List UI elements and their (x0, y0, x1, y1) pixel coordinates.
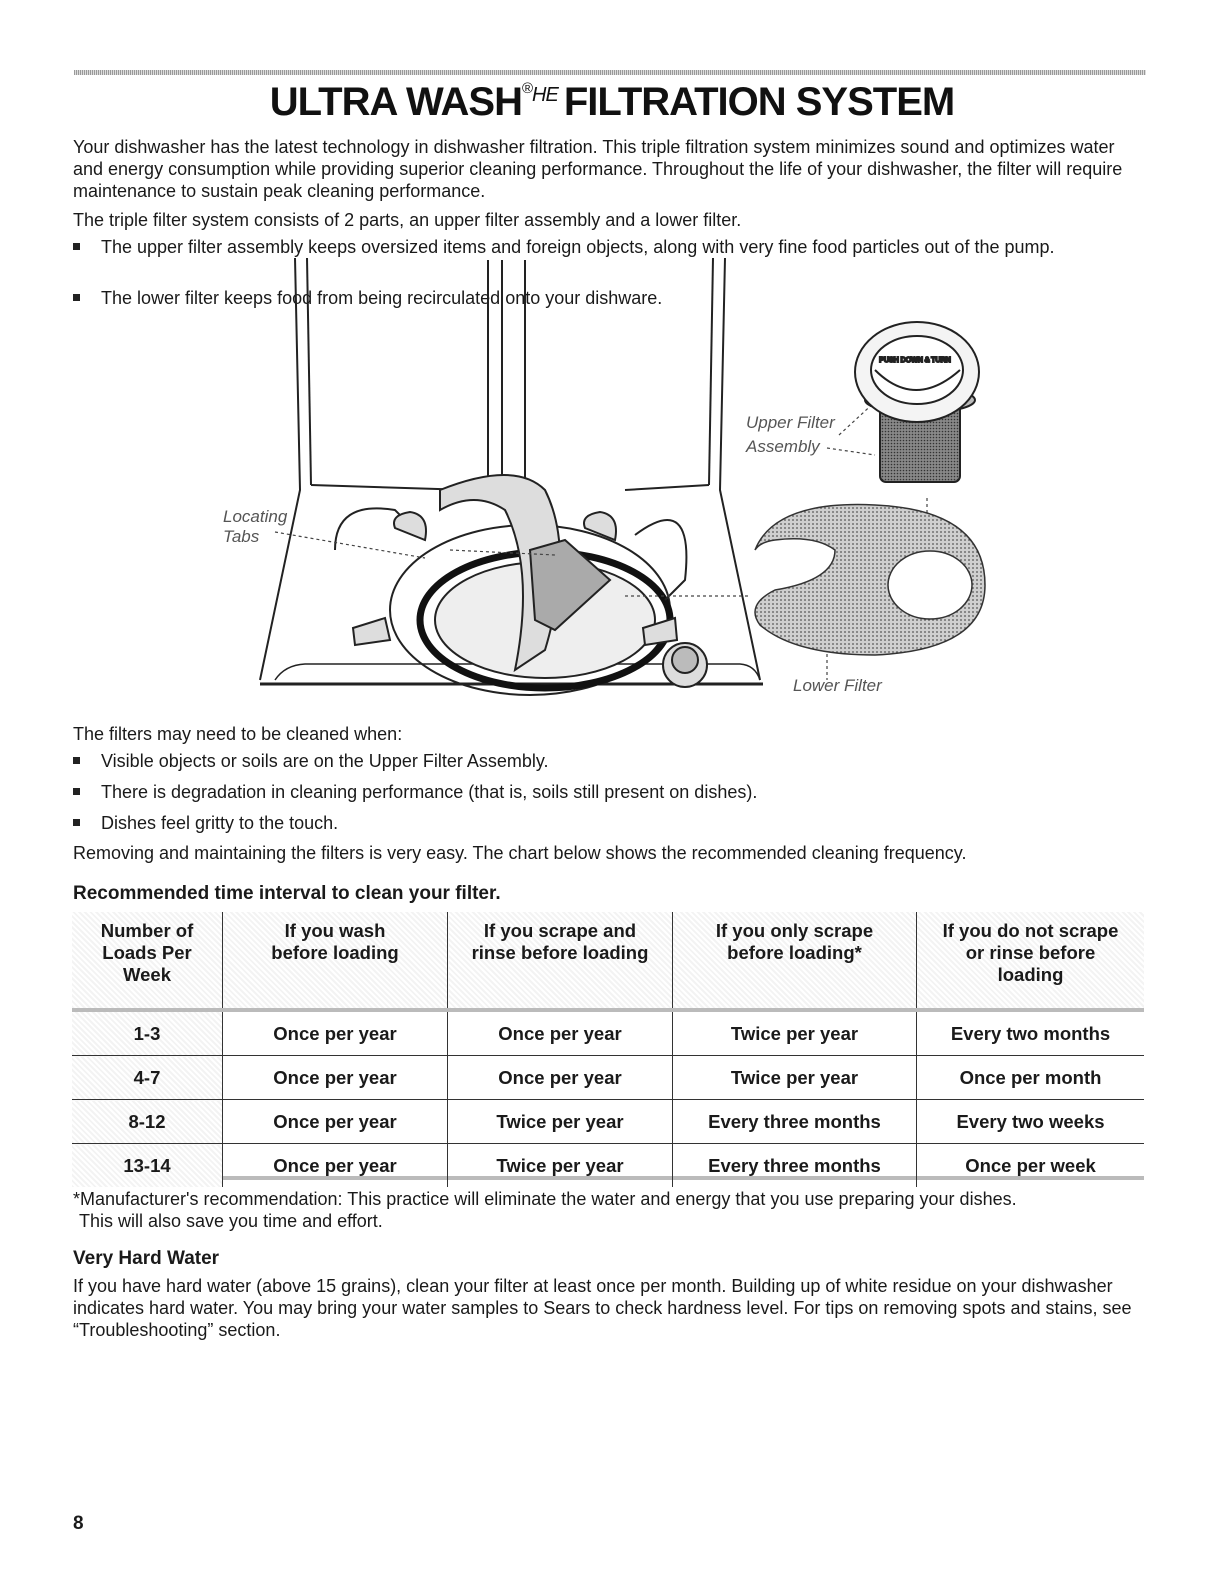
cleaning-intro: The filters may need to be cleaned when: (73, 724, 403, 744)
intro-parts-paragraph: The triple filter system consists of 2 parts, an upper filter assembly and a lower filter. (73, 210, 742, 230)
list-item: Visible objects or soils are on the Upper Filter Assembly. (73, 750, 1133, 772)
header-no-scrape-or-rinse: If you do not scrape or rinse before loading (917, 912, 1145, 1010)
bullet-icon (73, 294, 80, 301)
cleaning-frequency-table (72, 912, 1144, 1187)
table-row: 13-14 Once per year Twice per year Every three months Once per week (72, 1144, 1144, 1188)
table-heading: Recommended time interval to clean your filter. (73, 883, 501, 904)
header-scrape-and-rinse: If you scrape and rinse before loading (448, 912, 673, 1010)
assembly-label: Assembly (746, 437, 820, 456)
list-item: There is degradation in cleaning performance (that is, soils still present on dishes). (73, 781, 1133, 803)
lower-filter (755, 505, 985, 655)
table-footnote: *Manufacturer's recommendation: This practice will eliminate the water and energy that you use preparing your dishes. (73, 1189, 1017, 1209)
bullet-icon (73, 819, 80, 826)
spray-arm (335, 475, 707, 695)
page-number: 8 (73, 1513, 84, 1534)
list-item: The upper filter assembly keeps oversized items and foreign objects, along with very fine food particles out of the pump. (73, 236, 1133, 258)
upper-filter-assembly (855, 322, 979, 482)
table-footnote-cont: This will also save you time and effort. (79, 1211, 383, 1231)
lower-filter-label: Lower Filter (793, 676, 882, 695)
table-row: 8-12 Once per year Twice per year Every three months Every two weeks (72, 1100, 1144, 1144)
table-row: 1-3 Once per year Once per year Twice per year Every two months (72, 1010, 1144, 1056)
bullet-icon (73, 757, 80, 764)
header-loads-per-week: Number of Loads Per Week (72, 912, 223, 1010)
bullet-icon (73, 788, 80, 795)
table-header-row (72, 912, 1144, 1010)
tabs-label: Tabs (223, 527, 260, 546)
header-only-scrape: If you only scrape before loading* (673, 912, 917, 1010)
table-row: 4-7 Once per year Once per year Twice per year Once per month (72, 1056, 1144, 1100)
header-wash-before-loading: If you wash before loading (223, 912, 448, 1010)
page-title: ULTRA $WASH^{®HE}$ FILTRATION SYSTEM (269, 79, 955, 124)
hard-water-heading: Very Hard Water (73, 1248, 220, 1269)
intro-paragraph: Your dishwasher has the latest technology in dishwasher filtration. This triple filtration system minimizes sound and optimizes water and energy consumption while providing superior cleaning performance. Throughout the life of your dishwasher, the filter will require maintenance to sustain peak cleaning performance. (73, 137, 1123, 201)
locating-label: Locating (223, 507, 288, 526)
top-rule (74, 70, 1146, 75)
bullet-icon (73, 243, 80, 250)
hard-water-paragraph: If you have hard water (above 15 grains), clean your filter at least once per month. Building up of white residue on your dishwasher indicates hard water. You may bring your water samples to Sears to check hardness level. For tips on removing spots and stains, see “Troubleshooting” section. (73, 1276, 1132, 1340)
filter-diagram (215, 250, 995, 720)
cleaning-summary: Removing and maintaining the filters is very easy. The chart below shows the recommended cleaning frequency. (73, 843, 967, 863)
upper-filter-label: Upper Filter (746, 413, 835, 432)
list-item: Dishes feel gritty to the touch. (73, 812, 1133, 834)
list-item: The lower filter keeps food from being recirculated onto your dishware. (73, 287, 1133, 309)
push-down-label: PUSH DOWN & TURN (879, 357, 951, 364)
